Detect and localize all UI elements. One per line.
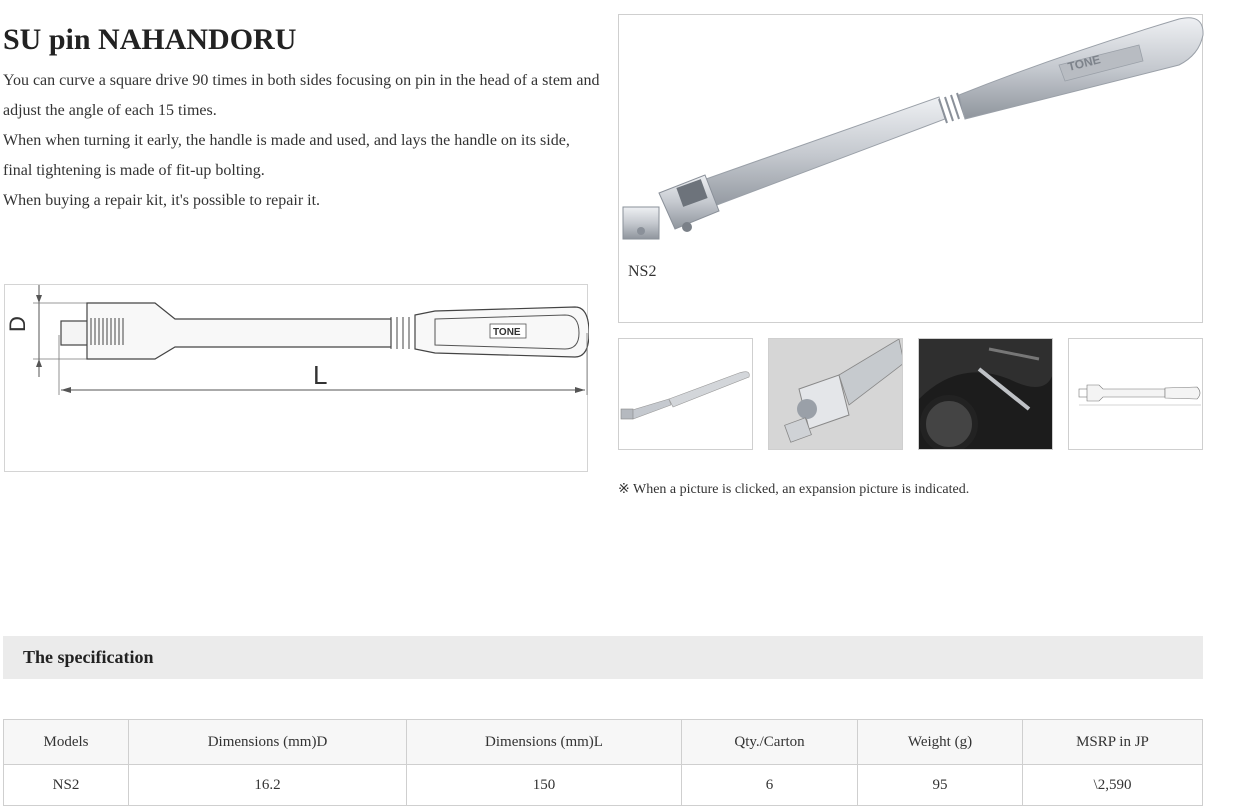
table-row: [4, 765, 1203, 806]
col-dimension-l: Dimensions (mm)L: [407, 720, 682, 765]
col-msrp: MSRP in JP: [1023, 720, 1203, 765]
thumb-tool-overview[interactable]: [618, 338, 753, 450]
thumb-in-use-photo-image: [919, 339, 1053, 450]
diagram-brand: TONE: [493, 327, 521, 338]
description-paragraph: When when turning it early, the handle is made and used, and lays the handle on its side, final tightening is made of fit-up bolting.: [3, 132, 570, 179]
spec-header-row: [4, 720, 1203, 765]
main-photo-caption: NS2: [628, 263, 657, 280]
label-l: L: [313, 360, 328, 390]
main-photo-brand: TONE: [1066, 52, 1102, 74]
product-description: [3, 66, 603, 216]
cell-dimension-d: 16.2: [129, 765, 407, 806]
thumb-dimension-drawing-image: [1069, 339, 1203, 450]
ratchet-illustration: [619, 15, 1204, 324]
thumb-head-closeup[interactable]: [768, 338, 903, 450]
cell-dimension-l: 150: [407, 765, 682, 806]
col-dimension-d: Dimensions (mm)D: [129, 720, 407, 765]
cell-model: NS2: [4, 765, 129, 806]
description-paragraph: You can curve a square drive 90 times in both sides focusing on pin in the head of a stem and adjust the angle of each 15 times.: [3, 72, 600, 119]
spec-table: [3, 719, 1203, 806]
col-qty-carton: Qty./Carton: [682, 720, 858, 765]
thumb-tool-overview-image: [619, 339, 753, 450]
col-models: Models: [4, 720, 129, 765]
thumb-dimension-drawing[interactable]: [1068, 338, 1203, 450]
spec-section-header: [3, 636, 1203, 679]
thumb-head-closeup-image: [769, 339, 903, 450]
dimension-drawing-svg: [5, 285, 589, 473]
main-product-photo[interactable]: [618, 14, 1203, 323]
spec-heading: The specification: [23, 647, 154, 667]
gallery-note: ※ When a picture is clicked, an expansion picture is indicated.: [618, 482, 970, 497]
col-weight: Weight (g): [858, 720, 1023, 765]
dimension-drawing: [4, 284, 588, 472]
cell-msrp: \2,590: [1023, 765, 1203, 806]
label-d: D: [5, 316, 30, 332]
cell-weight: 95: [858, 765, 1023, 806]
cell-qty-carton: 6: [682, 765, 858, 806]
thumb-in-use-photo[interactable]: [918, 338, 1053, 450]
product-title: SU pin NAHANDORU: [3, 23, 297, 56]
description-paragraph: When buying a repair kit, it's possible to repair it.: [3, 192, 321, 209]
